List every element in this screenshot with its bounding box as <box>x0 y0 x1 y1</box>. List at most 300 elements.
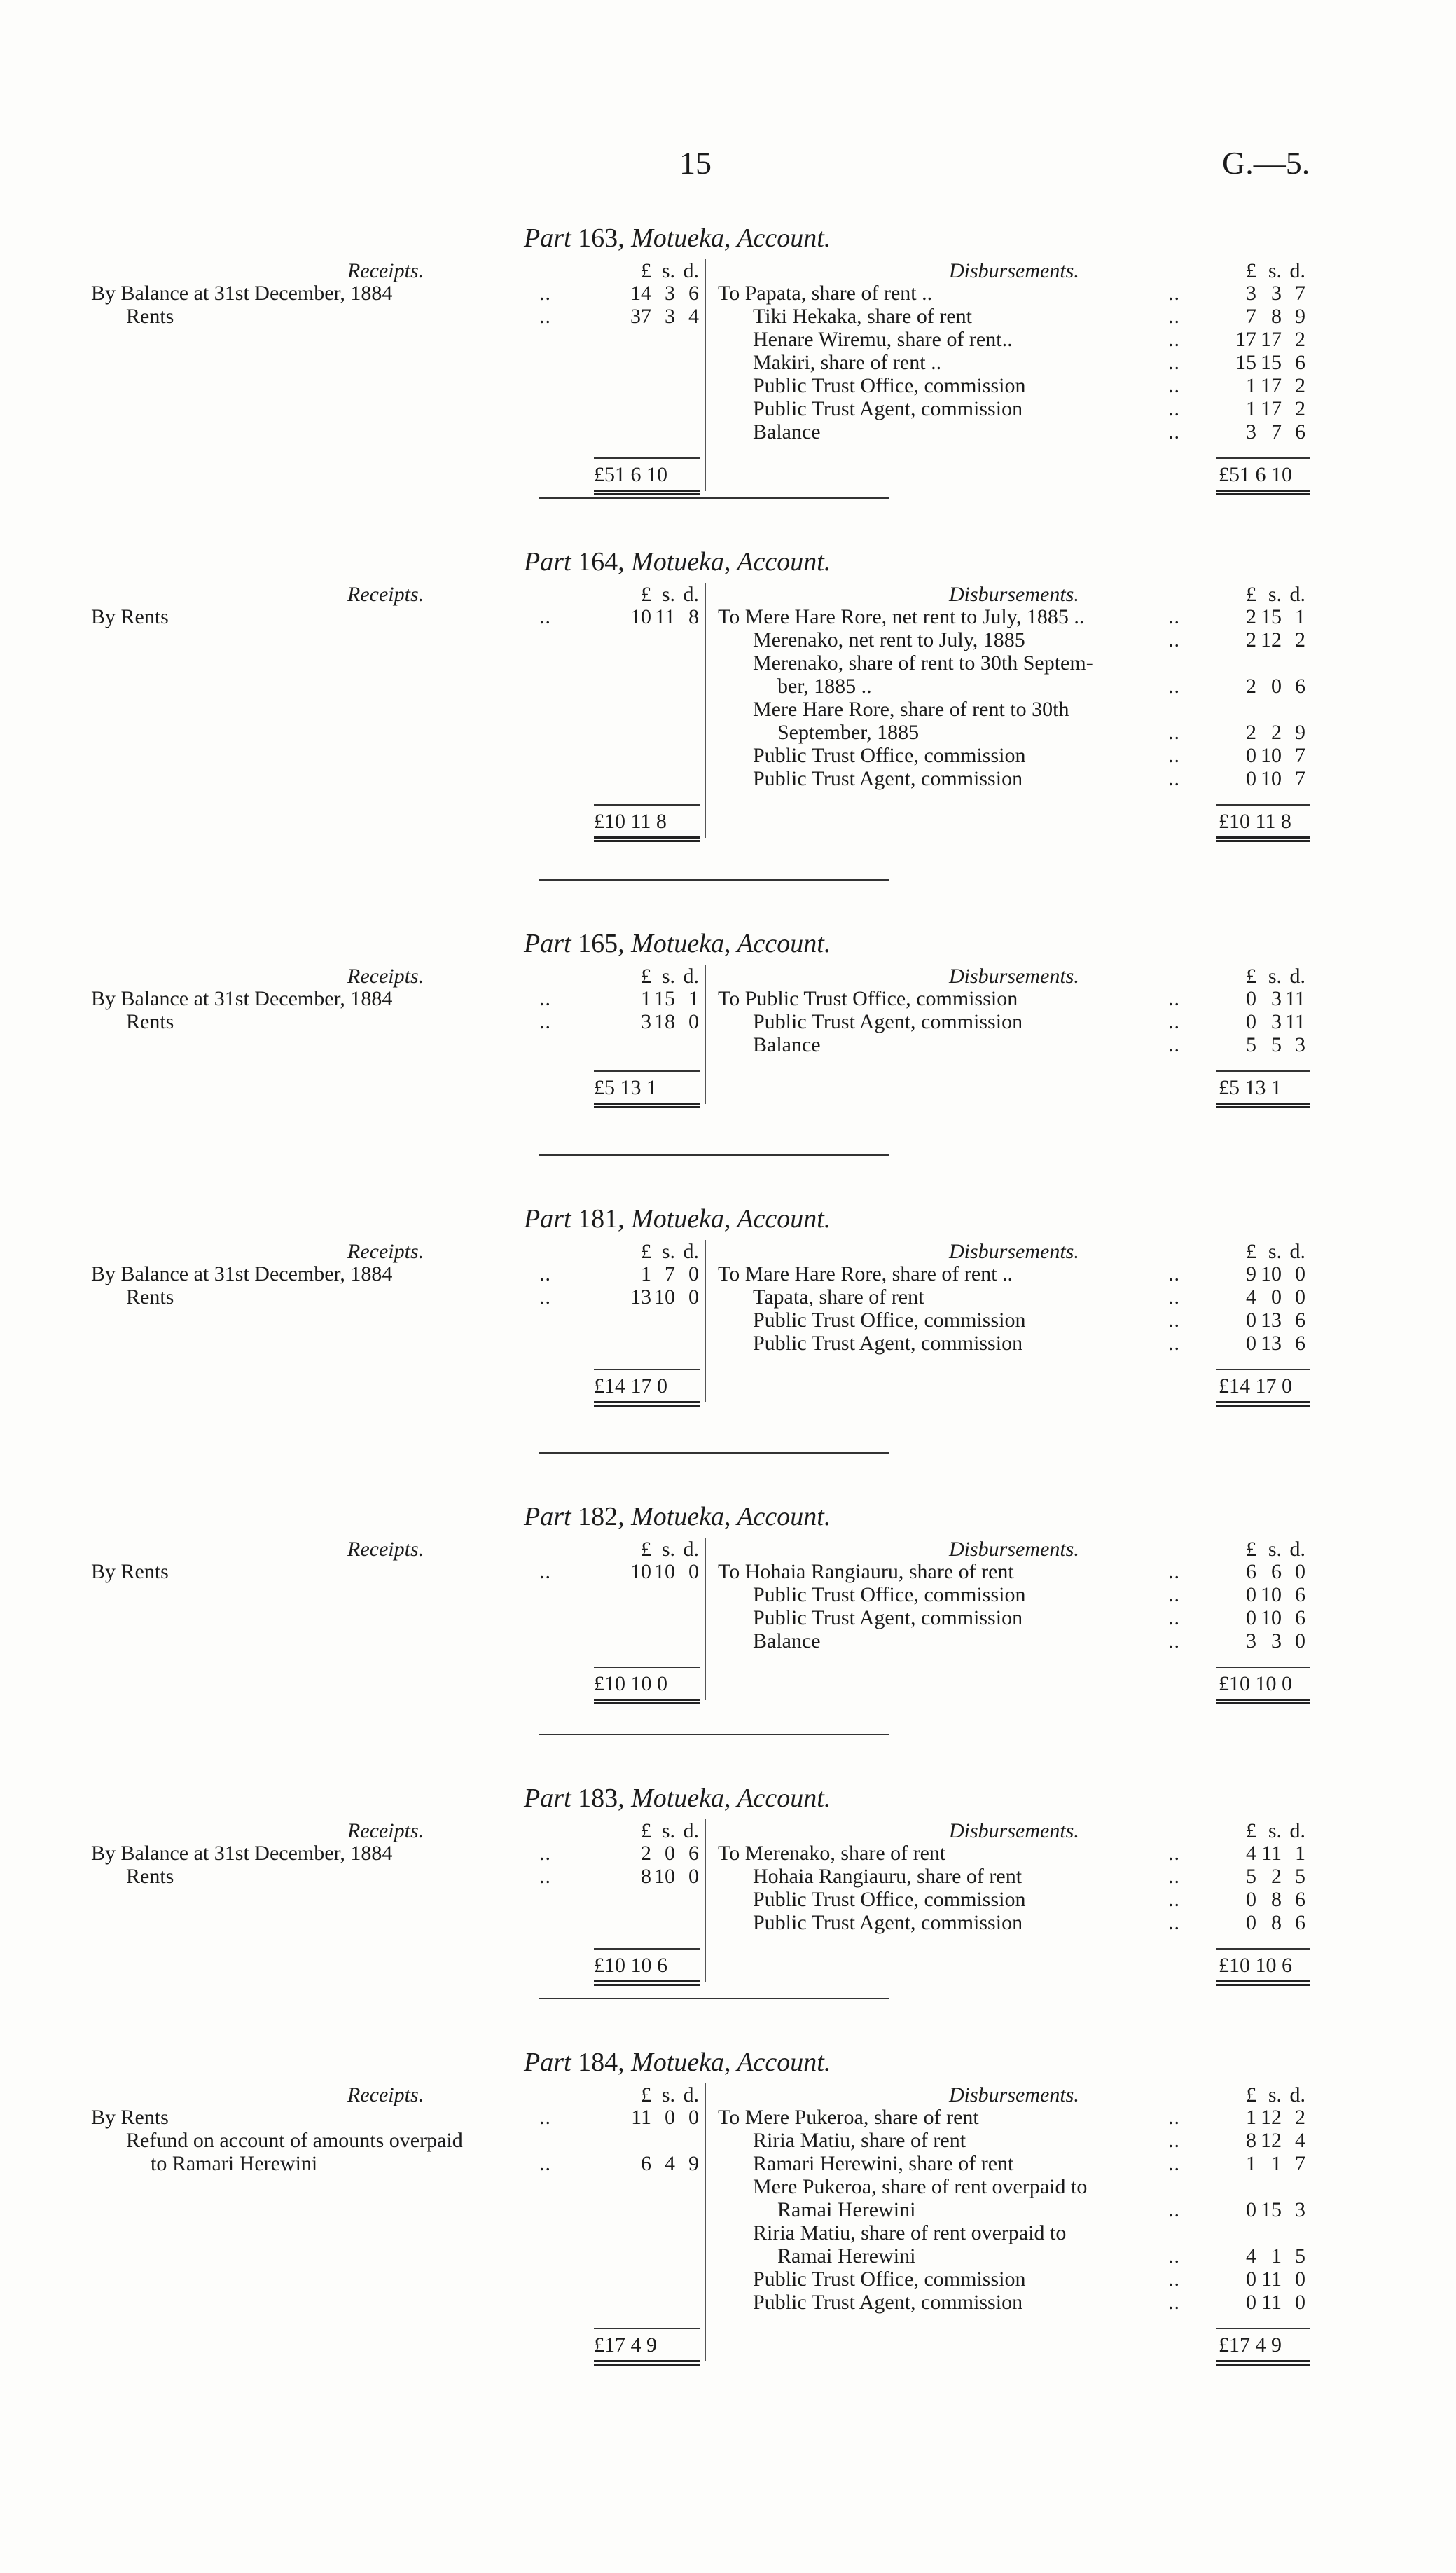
receipt-pounds: 3 <box>641 1010 651 1033</box>
disbursements-pence-heading: d. <box>1289 583 1305 606</box>
section-separator <box>539 1154 889 1156</box>
disbursement-label: To Papata, share of rent .. <box>718 282 933 305</box>
total-double-rule <box>594 1980 700 1986</box>
disbursement-pounds: 0 <box>1246 1583 1256 1606</box>
subtotal-rule <box>594 804 700 806</box>
column-divider <box>705 1819 706 1982</box>
receipt-label: By Balance at 31st December, 1884 <box>91 1842 393 1865</box>
disbursement-label: Mere Hare Rore, share of rent to 30th <box>753 698 1069 721</box>
disbursement-label: Public Trust Office, commission <box>753 1583 1026 1606</box>
disbursements-shillings-heading: s. <box>1268 1240 1282 1263</box>
receipt-pence: 4 <box>688 305 699 328</box>
disbursement-pounds: 2 <box>1246 605 1256 628</box>
receipts-total: £10 10 6 <box>594 1954 667 1977</box>
disbursement-label-continued: September, 1885 <box>777 721 920 744</box>
disbursement-shillings: 8 <box>1271 305 1282 328</box>
leader-dots: .. <box>1168 744 1180 767</box>
disbursement-pence: 6 <box>1295 675 1305 698</box>
receipts-shillings-heading: s. <box>661 965 675 988</box>
disbursement-shillings: 8 <box>1271 1888 1282 1911</box>
disbursements-heading: Disbursements. <box>949 1819 1079 1842</box>
receipt-label: Rents <box>126 1865 174 1888</box>
leader-dots: .. <box>1168 351 1180 374</box>
receipt-shillings: 3 <box>665 282 675 305</box>
disbursement-shillings: 15 <box>1261 605 1282 628</box>
disbursement-label: Public Trust Agent, commission <box>753 1010 1023 1033</box>
subtotal-rule <box>1216 457 1310 459</box>
receipts-shillings-heading: s. <box>661 2083 675 2106</box>
account-title <box>524 223 831 254</box>
total-double-rule <box>594 490 700 495</box>
part-number: 183 <box>578 1784 618 1813</box>
disbursement-shillings: 1 <box>1271 2244 1282 2268</box>
section-separator <box>539 879 889 881</box>
leader-dots: .. <box>539 605 551 628</box>
receipts-total: £51 6 10 <box>594 463 667 486</box>
leader-dots: .. <box>1168 1583 1180 1606</box>
column-divider <box>705 965 706 1104</box>
disbursement-label: Public Trust Agent, commission <box>753 2291 1023 2314</box>
disbursement-shillings: 17 <box>1261 397 1282 420</box>
receipt-pence: 0 <box>688 1285 699 1309</box>
disbursement-pounds: 0 <box>1246 2198 1256 2221</box>
receipts-total: £10 10 0 <box>594 1672 667 1695</box>
receipts-pence-heading: d. <box>683 1240 699 1263</box>
subtotal-rule <box>594 2328 700 2329</box>
disbursements-pounds-heading: £ <box>1246 1538 1256 1561</box>
disbursement-label: Hohaia Rangiauru, share of rent <box>753 1865 1022 1888</box>
disbursement-shillings: 2 <box>1271 721 1282 744</box>
leader-dots: .. <box>1168 374 1180 397</box>
disbursement-pounds: 0 <box>1246 744 1256 767</box>
leader-dots: .. <box>539 1010 551 1033</box>
subtotal-rule <box>1216 1369 1310 1370</box>
leader-dots: .. <box>1168 605 1180 628</box>
account-title <box>524 1203 831 1234</box>
disbursement-label: Makiri, share of rent .. <box>753 351 942 374</box>
receipt-shillings: 4 <box>665 2152 675 2175</box>
disbursement-shillings: 12 <box>1261 2106 1282 2129</box>
subtotal-rule <box>1216 1667 1310 1668</box>
subtotal-rule <box>1216 804 1310 806</box>
disbursement-shillings: 11 <box>1261 2268 1282 2291</box>
page-number: 15 <box>679 145 712 181</box>
total-double-rule <box>1216 836 1310 842</box>
column-divider <box>705 1240 706 1402</box>
receipt-shillings: 10 <box>654 1285 675 1309</box>
leader-dots: .. <box>539 305 551 328</box>
leader-dots: .. <box>539 2152 551 2175</box>
receipt-pounds: 11 <box>631 2106 651 2129</box>
disbursement-shillings: 15 <box>1261 2198 1282 2221</box>
disbursement-label: Balance <box>753 1033 821 1056</box>
disbursements-pounds-heading: £ <box>1246 965 1256 988</box>
part-number: 184 <box>578 2048 618 2077</box>
disbursement-pence: 9 <box>1295 721 1305 744</box>
receipts-pounds-heading: £ <box>641 965 651 988</box>
total-double-rule <box>594 1401 700 1407</box>
disbursements-heading: Disbursements. <box>949 965 1079 988</box>
part-prefix: Part <box>524 1502 578 1531</box>
disbursement-pence: 6 <box>1295 1888 1305 1911</box>
disbursement-pounds: 0 <box>1246 2268 1256 2291</box>
disbursement-pence: 6 <box>1295 1309 1305 1332</box>
total-double-rule <box>1216 1699 1310 1704</box>
leader-dots: .. <box>1168 1842 1180 1865</box>
account-title <box>524 1501 831 1532</box>
subtotal-rule <box>1216 2328 1310 2329</box>
disbursement-shillings: 0 <box>1271 675 1282 698</box>
disbursements-pence-heading: d. <box>1289 1819 1305 1842</box>
disbursement-pounds: 7 <box>1246 305 1256 328</box>
receipt-shillings: 10 <box>654 1865 675 1888</box>
disbursements-pounds-heading: £ <box>1246 583 1256 606</box>
leader-dots: .. <box>1168 2291 1180 2314</box>
disbursement-pounds: 0 <box>1246 1332 1256 1355</box>
receipts-pence-heading: d. <box>683 583 699 606</box>
account-title <box>524 1783 831 1814</box>
disbursement-pounds: 1 <box>1246 2152 1256 2175</box>
receipt-pounds: 13 <box>630 1285 651 1309</box>
disbursements-total: £5 13 1 <box>1219 1076 1282 1099</box>
disbursement-label: Henare Wiremu, share of rent.. <box>753 328 1013 351</box>
disbursement-pence: 2 <box>1295 328 1305 351</box>
disbursements-pence-heading: d. <box>1289 1240 1305 1263</box>
receipt-shillings: 11 <box>655 605 675 628</box>
disbursement-shillings: 6 <box>1271 1560 1282 1583</box>
disbursement-pounds: 3 <box>1246 282 1256 305</box>
disbursement-shillings: 10 <box>1261 767 1282 790</box>
disbursement-shillings: 1 <box>1271 2152 1282 2175</box>
receipts-heading: Receipts. <box>347 2083 424 2106</box>
disbursement-shillings: 17 <box>1261 328 1282 351</box>
account-part-184 <box>0 2047 1456 2355</box>
disbursement-pounds: 17 <box>1235 328 1256 351</box>
subtotal-rule <box>1216 1948 1310 1950</box>
disbursement-pence: 0 <box>1295 1560 1305 1583</box>
disbursement-pounds: 6 <box>1246 1560 1256 1583</box>
receipt-pence: 0 <box>688 2106 699 2129</box>
disbursement-pounds: 15 <box>1235 351 1256 374</box>
disbursement-pence: 3 <box>1295 1033 1305 1056</box>
disbursement-pence: 1 <box>1295 1842 1305 1865</box>
subtotal-rule <box>594 1369 700 1370</box>
disbursement-pounds: 3 <box>1246 420 1256 443</box>
disbursement-pounds: 5 <box>1246 1865 1256 1888</box>
disbursement-pence: 6 <box>1295 351 1305 374</box>
account-title <box>524 546 831 577</box>
disbursement-label: Public Trust Agent, commission <box>753 397 1023 420</box>
disbursement-pence: 0 <box>1295 2291 1305 2314</box>
disbursement-pounds: 4 <box>1246 2244 1256 2268</box>
disbursement-pence: 6 <box>1295 1583 1305 1606</box>
disbursement-label: Merenako, share of rent to 30th Septem- <box>753 651 1093 675</box>
leader-dots: .. <box>539 282 551 305</box>
account-name: , Motueka, Account. <box>618 929 831 958</box>
leader-dots: .. <box>1168 1629 1180 1653</box>
total-double-rule <box>1216 490 1310 495</box>
disbursement-label: Tiki Hekaka, share of rent <box>753 305 972 328</box>
receipt-label: By Balance at 31st December, 1884 <box>91 987 393 1010</box>
subtotal-rule <box>594 457 700 459</box>
disbursements-pence-heading: d. <box>1289 2083 1305 2106</box>
receipts-pence-heading: d. <box>683 1538 699 1561</box>
disbursement-pounds: 1 <box>1246 397 1256 420</box>
disbursement-pounds: 0 <box>1246 1309 1256 1332</box>
disbursements-total: £17 4 9 <box>1219 2333 1282 2357</box>
receipt-shillings: 10 <box>654 1560 675 1583</box>
disbursement-shillings: 7 <box>1271 420 1282 443</box>
section-separator <box>539 497 889 499</box>
part-prefix: Part <box>524 1204 578 1234</box>
disbursement-label: Balance <box>753 1629 821 1653</box>
disbursement-pounds: 4 <box>1246 1842 1256 1865</box>
disbursements-pounds-heading: £ <box>1246 2083 1256 2106</box>
receipt-label: By Rents <box>91 605 169 628</box>
disbursement-label-continued: Ramai Herewini <box>777 2244 916 2268</box>
receipt-shillings: 0 <box>665 1842 675 1865</box>
leader-dots: .. <box>1168 2268 1180 2291</box>
disbursements-heading: Disbursements. <box>949 583 1079 606</box>
account-title <box>524 2047 831 2078</box>
disbursement-pence: 11 <box>1285 1010 1305 1033</box>
receipt-pence: 6 <box>688 1842 699 1865</box>
part-number: 182 <box>578 1502 618 1531</box>
receipts-heading: Receipts. <box>347 965 424 988</box>
disbursements-total: £51 6 10 <box>1219 463 1292 486</box>
disbursement-shillings: 11 <box>1261 2291 1282 2314</box>
receipts-shillings-heading: s. <box>661 1240 675 1263</box>
account-name: , Motueka, Account. <box>618 1502 831 1531</box>
receipts-pence-heading: d. <box>683 259 699 282</box>
disbursement-label-continued: ber, 1885 .. <box>777 675 872 698</box>
receipt-label: By Rents <box>91 1560 169 1583</box>
receipts-total: £10 11 8 <box>594 810 667 833</box>
leader-dots: .. <box>539 987 551 1010</box>
disbursements-pence-heading: d. <box>1289 965 1305 988</box>
disbursement-shillings: 13 <box>1261 1332 1282 1355</box>
receipt-pence: 0 <box>688 1560 699 1583</box>
disbursements-shillings-heading: s. <box>1268 2083 1282 2106</box>
disbursement-label: To Hohaia Rangiauru, share of rent <box>718 1560 1014 1583</box>
disbursement-pounds: 0 <box>1246 1911 1256 1934</box>
receipts-pounds-heading: £ <box>641 259 651 282</box>
disbursement-label: Riria Matiu, share of rent <box>753 2129 966 2152</box>
receipts-pounds-heading: £ <box>641 1240 651 1263</box>
leader-dots: .. <box>1168 1285 1180 1309</box>
account-part-164 <box>0 546 1456 855</box>
account-title <box>524 928 831 959</box>
part-prefix: Part <box>524 929 578 958</box>
disbursement-label: Public Trust Agent, commission <box>753 767 1023 790</box>
section-separator <box>539 1734 889 1735</box>
disbursements-total: £14 17 0 <box>1219 1374 1292 1398</box>
receipt-shillings: 18 <box>654 1010 675 1033</box>
part-prefix: Part <box>524 2048 578 2077</box>
receipt-shillings: 3 <box>665 305 675 328</box>
leader-dots: .. <box>1168 721 1180 744</box>
disbursement-shillings: 3 <box>1271 1010 1282 1033</box>
disbursement-shillings: 5 <box>1271 1033 1282 1056</box>
total-double-rule <box>1216 2360 1310 2366</box>
receipt-label: By Balance at 31st December, 1884 <box>91 282 393 305</box>
receipts-total: £17 4 9 <box>594 2333 657 2357</box>
leader-dots: .. <box>1168 420 1180 443</box>
receipt-pence: 1 <box>688 987 699 1010</box>
account-name: , Motueka, Account. <box>618 2048 831 2077</box>
disbursements-shillings-heading: s. <box>1268 1819 1282 1842</box>
leader-dots: .. <box>1168 1033 1180 1056</box>
part-number: 165 <box>578 929 618 958</box>
receipts-pounds-heading: £ <box>641 1538 651 1561</box>
receipt-pounds: 10 <box>630 605 651 628</box>
disbursement-pence: 2 <box>1295 628 1305 651</box>
disbursements-total: £10 10 0 <box>1219 1672 1292 1695</box>
disbursement-shillings: 8 <box>1271 1911 1282 1934</box>
disbursement-shillings: 10 <box>1261 744 1282 767</box>
disbursement-pounds: 2 <box>1246 628 1256 651</box>
disbursement-pounds: 1 <box>1246 2106 1256 2129</box>
disbursement-shillings: 10 <box>1261 1606 1282 1629</box>
account-part-183 <box>0 1783 1456 2091</box>
leader-dots: .. <box>1168 328 1180 351</box>
leader-dots: .. <box>1168 628 1180 651</box>
disbursement-shillings: 15 <box>1261 351 1282 374</box>
leader-dots: .. <box>1168 1010 1180 1033</box>
disbursement-label: Mere Pukeroa, share of rent overpaid to <box>753 2175 1088 2198</box>
account-name: , Motueka, Account. <box>618 547 831 577</box>
leader-dots: .. <box>1168 282 1180 305</box>
receipts-shillings-heading: s. <box>661 1538 675 1561</box>
part-prefix: Part <box>524 547 578 577</box>
disbursement-pounds: 5 <box>1246 1033 1256 1056</box>
disbursement-shillings: 17 <box>1261 374 1282 397</box>
receipt-pence: 6 <box>688 282 699 305</box>
leader-dots: .. <box>1168 675 1180 698</box>
account-name: , Motueka, Account. <box>618 1784 831 1813</box>
receipts-total: £14 17 0 <box>594 1374 667 1398</box>
account-part-165 <box>0 928 1456 1236</box>
account-name: , Motueka, Account. <box>618 1204 831 1234</box>
receipts-pence-heading: d. <box>683 2083 699 2106</box>
disbursement-pounds: 4 <box>1246 1285 1256 1309</box>
disbursement-pence: 0 <box>1295 2268 1305 2291</box>
disbursement-pence: 5 <box>1295 1865 1305 1888</box>
disbursement-pence: 6 <box>1295 420 1305 443</box>
disbursements-heading: Disbursements. <box>949 2083 1079 2106</box>
disbursement-label: Public Trust Agent, commission <box>753 1606 1023 1629</box>
disbursements-pounds-heading: £ <box>1246 1819 1256 1842</box>
receipt-pounds: 10 <box>630 1560 651 1583</box>
receipts-shillings-heading: s. <box>661 259 675 282</box>
receipt-pence: 9 <box>688 2152 699 2175</box>
part-prefix: Part <box>524 223 578 253</box>
disbursement-label: To Mare Hare Rore, share of rent .. <box>718 1262 1013 1285</box>
disbursement-pence: 7 <box>1295 2152 1305 2175</box>
disbursement-label: To Mere Pukeroa, share of rent <box>718 2106 979 2129</box>
receipt-shillings: 7 <box>665 1262 675 1285</box>
disbursement-pounds: 0 <box>1246 1888 1256 1911</box>
disbursement-pence: 5 <box>1295 2244 1305 2268</box>
total-double-rule <box>594 1103 700 1108</box>
leader-dots: .. <box>1168 305 1180 328</box>
disbursement-pence: 6 <box>1295 1606 1305 1629</box>
receipt-label-continued: to Ramari Herewini <box>151 2152 318 2175</box>
total-double-rule <box>594 1699 700 1704</box>
column-divider <box>705 583 706 838</box>
leader-dots: .. <box>539 2106 551 2129</box>
leader-dots: .. <box>1168 1888 1180 1911</box>
column-divider <box>705 259 706 491</box>
account-name: , Motueka, Account. <box>618 223 831 253</box>
leader-dots: .. <box>1168 1309 1180 1332</box>
receipts-shillings-heading: s. <box>661 1819 675 1842</box>
leader-dots: .. <box>1168 1865 1180 1888</box>
receipt-pounds: 37 <box>630 305 651 328</box>
disbursement-pence: 2 <box>1295 374 1305 397</box>
disbursement-pounds: 0 <box>1246 2291 1256 2314</box>
disbursement-shillings: 3 <box>1271 1629 1282 1653</box>
leader-dots: .. <box>1168 767 1180 790</box>
total-double-rule <box>1216 1401 1310 1407</box>
disbursement-label: Ramari Herewini, share of rent <box>753 2152 1014 2175</box>
disbursement-shillings: 12 <box>1261 2129 1282 2152</box>
leader-dots: .. <box>539 1842 551 1865</box>
receipts-heading: Receipts. <box>347 1819 424 1842</box>
receipt-pounds: 14 <box>630 282 651 305</box>
receipt-pence: 0 <box>688 1865 699 1888</box>
receipts-pence-heading: d. <box>683 965 699 988</box>
disbursement-shillings: 3 <box>1271 987 1282 1010</box>
disbursement-pence: 7 <box>1295 282 1305 305</box>
receipt-label: Rents <box>126 1285 174 1309</box>
disbursements-heading: Disbursements. <box>949 259 1079 282</box>
receipts-heading: Receipts. <box>347 1240 424 1263</box>
receipt-label: By Rents <box>91 2106 169 2129</box>
column-divider <box>705 1538 706 1700</box>
disbursement-label: Merenako, net rent to July, 1885 <box>753 628 1025 651</box>
disbursements-heading: Disbursements. <box>949 1538 1079 1561</box>
leader-dots: .. <box>1168 2106 1180 2129</box>
disbursement-pence: 2 <box>1295 397 1305 420</box>
leader-dots: .. <box>1168 2152 1180 2175</box>
leader-dots: .. <box>539 1560 551 1583</box>
receipts-heading: Receipts. <box>347 583 424 606</box>
disbursement-pence: 7 <box>1295 744 1305 767</box>
receipts-total: £5 13 1 <box>594 1076 657 1099</box>
disbursement-pounds: 1 <box>1246 374 1256 397</box>
disbursements-heading: Disbursements. <box>949 1240 1079 1263</box>
receipts-pounds-heading: £ <box>641 2083 651 2106</box>
section-separator <box>539 1452 889 1454</box>
total-double-rule <box>1216 1103 1310 1108</box>
receipt-label: By Balance at 31st December, 1884 <box>91 1262 393 1285</box>
disbursement-pence: 0 <box>1295 1629 1305 1653</box>
receipt-shillings: 15 <box>654 987 675 1010</box>
disbursements-shillings-heading: s. <box>1268 583 1282 606</box>
receipts-pence-heading: d. <box>683 1819 699 1842</box>
disbursement-label: To Public Trust Office, commission <box>718 987 1018 1010</box>
leader-dots: .. <box>1168 1560 1180 1583</box>
receipt-shillings: 0 <box>665 2106 675 2129</box>
disbursement-label-continued: Ramai Herewini <box>777 2198 916 2221</box>
subtotal-rule <box>1216 1070 1310 1072</box>
account-part-181 <box>0 1203 1456 1512</box>
disbursement-label: Public Trust Agent, commission <box>753 1332 1023 1355</box>
leader-dots: .. <box>1168 2244 1180 2268</box>
disbursement-pounds: 8 <box>1246 2129 1256 2152</box>
leader-dots: .. <box>1168 987 1180 1010</box>
